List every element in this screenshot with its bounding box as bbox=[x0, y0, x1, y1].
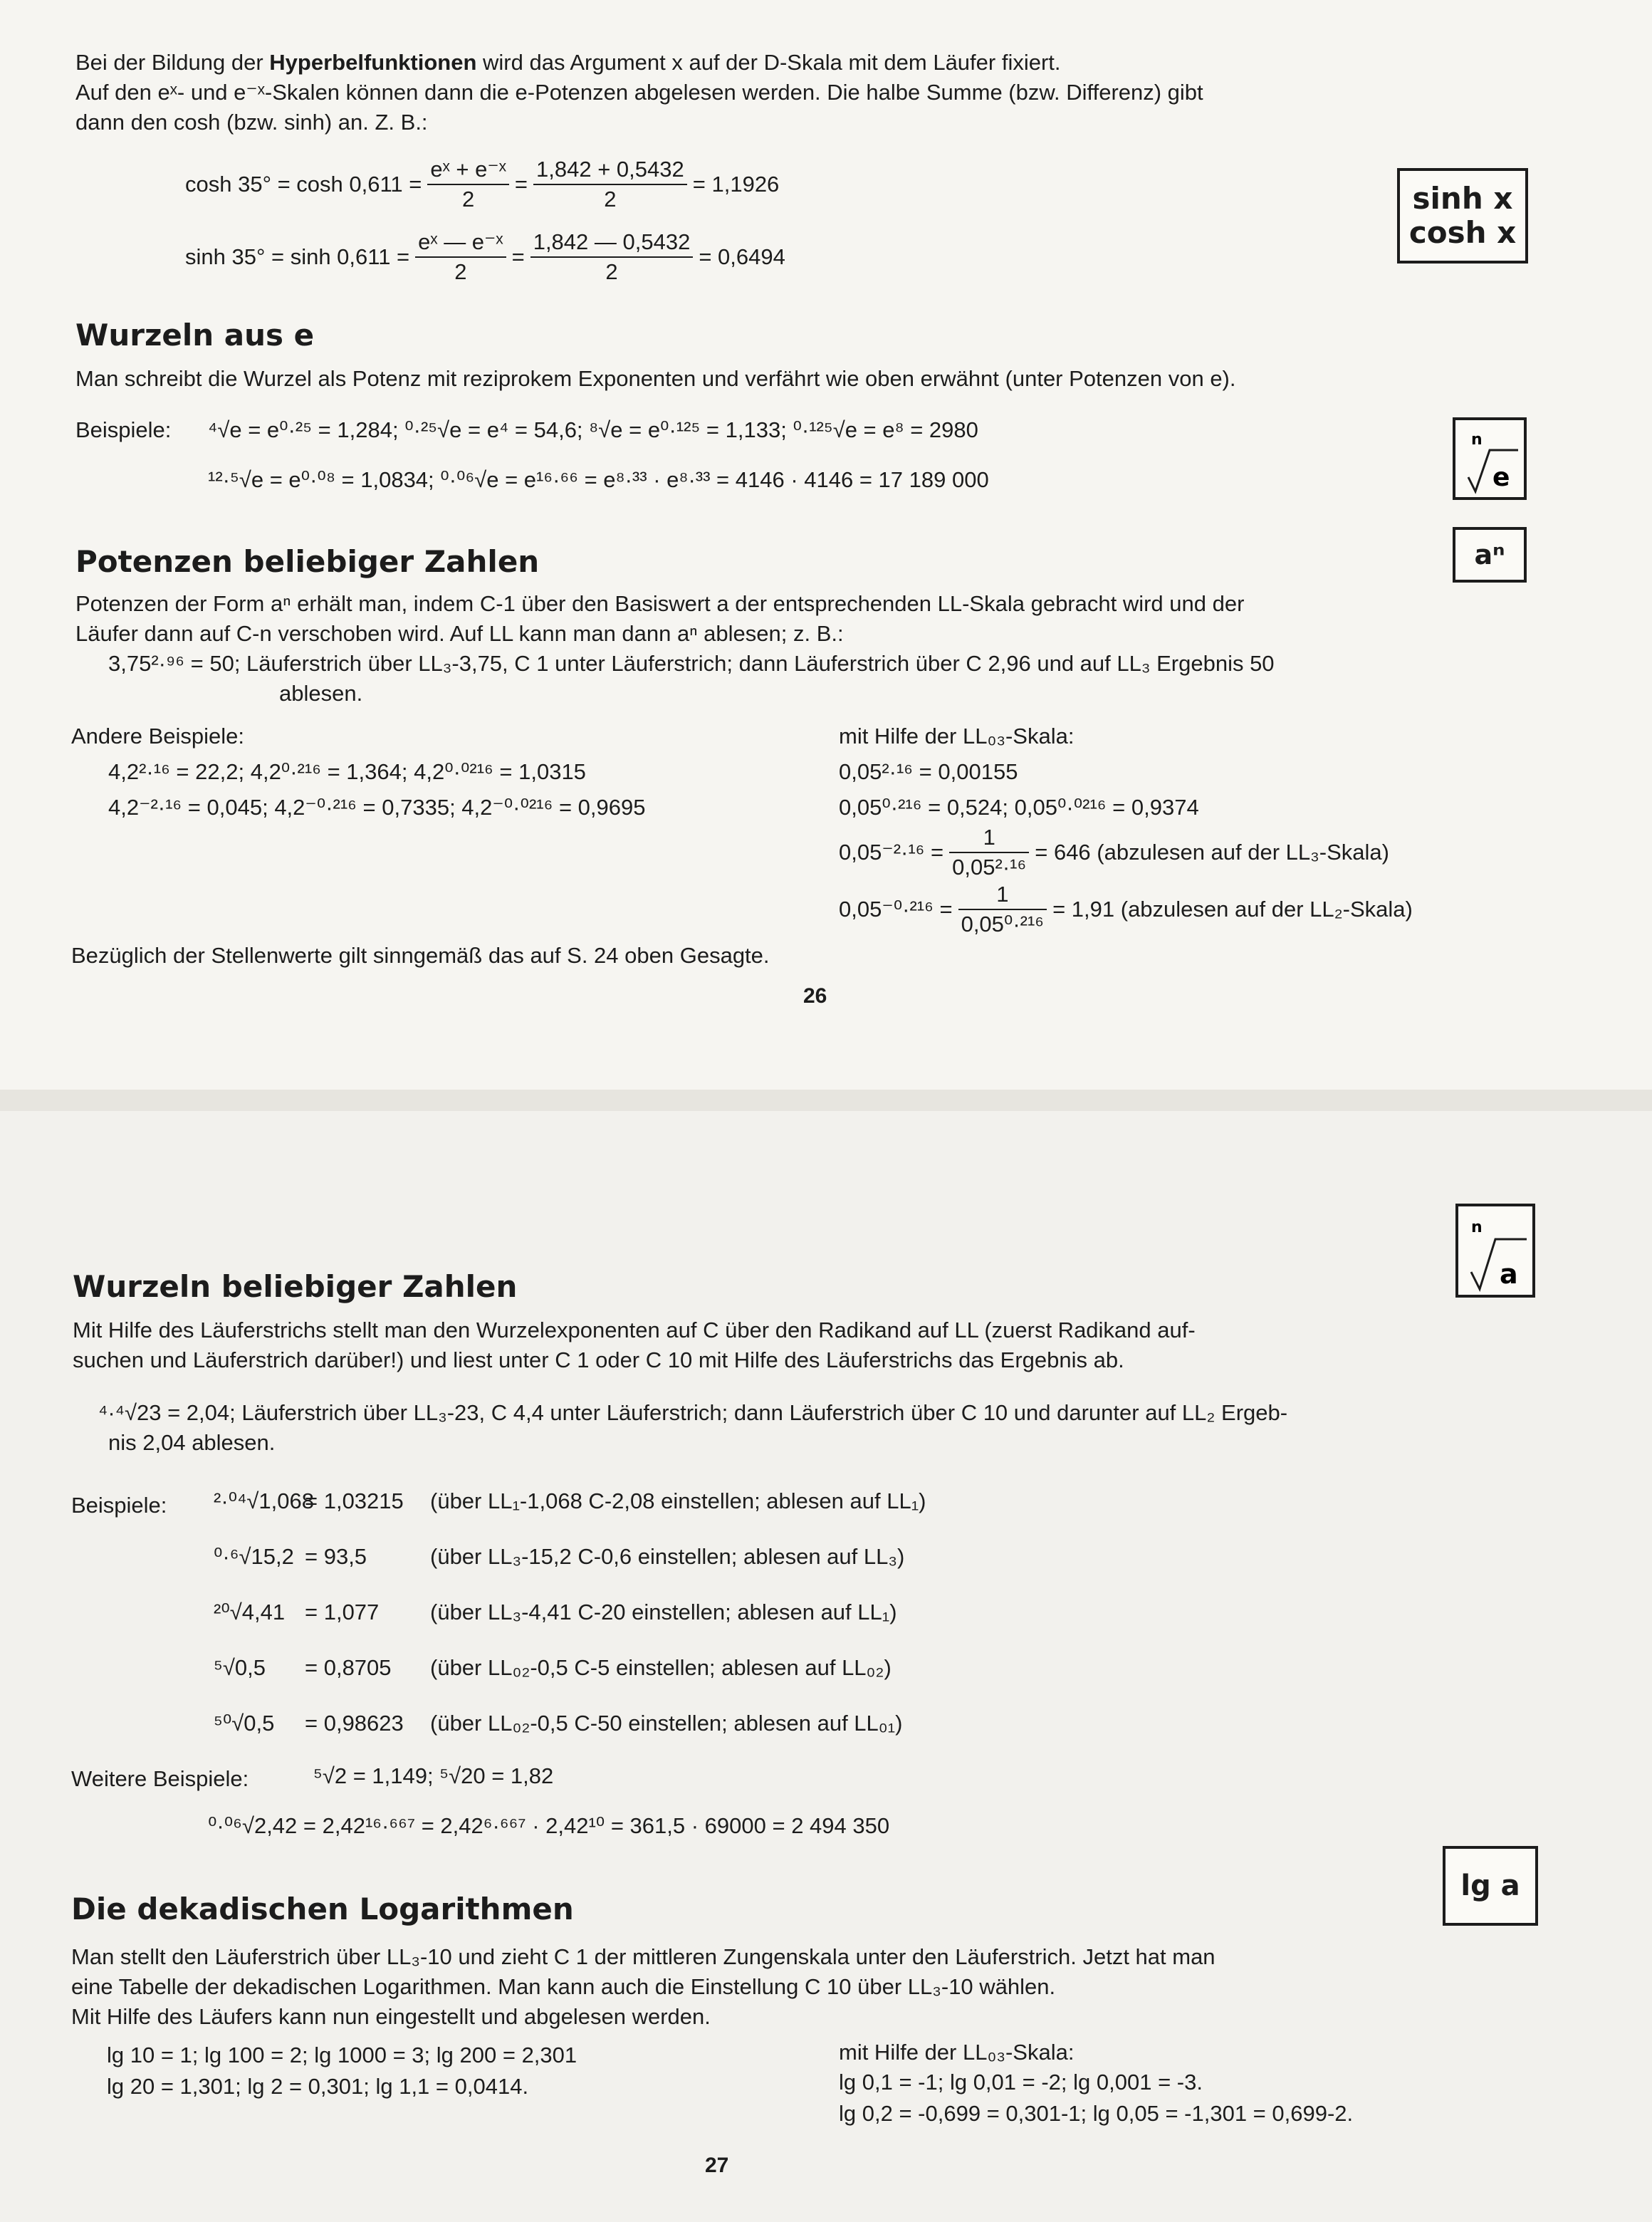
row-value: = 1,077 bbox=[305, 1600, 380, 1624]
fraction-numerator: 1 bbox=[949, 823, 1029, 853]
fraction-numerator: eˣ — e⁻ˣ bbox=[415, 228, 506, 258]
page-gap bbox=[0, 1090, 1652, 1111]
fraction-denominator: 2 bbox=[454, 259, 467, 285]
intro-text: Bei der Bildung der bbox=[75, 50, 263, 75]
log-right-row-2: lg 0,2 = -0,699 = 0,301-1; lg 0,05 = -1,301 = 0,699-2. bbox=[839, 2101, 1354, 2126]
weitere-row-1: ⁵√2 = 1,149; ⁵√20 = 1,82 bbox=[313, 1763, 554, 1788]
sinh-result: = 0,6494 bbox=[699, 244, 785, 270]
row-note: (über LL₃-15,2 C-0,6 einstellen; ablesen auf LL₃) bbox=[430, 1544, 905, 1569]
sinh-lhs: sinh 35° = sinh 0,611 = bbox=[185, 244, 410, 270]
intro-line-2: Auf den eˣ- und e⁻ˣ-Skalen können dann die e-Potenzen abgelesen werden. Die halbe Summe (bzw. Differenz) gibt bbox=[75, 80, 1203, 105]
wurzeln-example-row bbox=[214, 1487, 926, 1516]
mit-4-fraction bbox=[958, 880, 1047, 939]
sinh-equation: sinh 35° = sinh 0,611 = $\frac{\text{eˣ — e⁻ˣ}}{2}$ = $\frac{1,842 — 0,5432}{2}$ = 0,6494 bbox=[185, 228, 785, 287]
nth-root-a-box bbox=[1455, 1204, 1535, 1298]
mit-row-1: 0,05²·¹⁶ = 0,00155 bbox=[839, 759, 1018, 784]
sinh-fraction-1 bbox=[415, 228, 506, 287]
row-root: ⁵√0,5 bbox=[214, 1655, 266, 1680]
cosh-result: = 1,1926 bbox=[692, 172, 780, 197]
wurzeln-text-1: Mit Hilfe des Läuferstrichs stellt man den Wurzelexponenten auf C über den Radikand auf LL (zuerst Radikand auf- bbox=[73, 1318, 1196, 1342]
wurzeln-e-row-2: ¹²·⁵√e = e⁰·⁰⁸ = 1,0834; ⁰·⁰⁶√e = e¹⁶·⁶⁶ = e⁸·³³ · e⁸·³³ = 4146 · 4146 = 17 189 000 bbox=[208, 467, 989, 492]
row-value: = 1,03215 bbox=[305, 1488, 404, 1513]
sinh-fraction-2 bbox=[530, 228, 694, 287]
wurzeln-beispiele-label: Beispiele: bbox=[71, 1493, 167, 1518]
wurzeln-e-text: Man schreibt die Wurzel als Potenz mit reziprokem Exponenten und verfährt wie oben erwähnt (unter Potenzen von e). bbox=[75, 366, 1236, 391]
fraction-numerator: 1,842 — 0,5432 bbox=[530, 228, 694, 258]
cosh-equation: cosh 35° = cosh 0,611 = $\frac{\text{eˣ + e⁻ˣ}}{2}$ = $\frac{1,842 + 0,5432}{2}$ = 1,1926 bbox=[185, 155, 779, 214]
fraction-denominator: 2 bbox=[604, 187, 617, 212]
box-sinh-label: sinh x bbox=[1412, 180, 1513, 216]
box-n-label: n bbox=[1471, 1219, 1483, 1236]
weitere-row-2: ⁰·⁰⁶√2,42 = 2,42¹⁶·⁶⁶⁷ = 2,42⁶·⁶⁶⁷ · 2,42¹⁰ = 361,5 · 69000 = 2 494 350 bbox=[208, 1813, 890, 1838]
cosh-fraction-2 bbox=[533, 155, 687, 214]
fraction-denominator: 2 bbox=[605, 259, 618, 285]
mit-row-2: 0,05⁰·²¹⁶ = 0,524; 0,05⁰·⁰²¹⁶ = 0,9374 bbox=[839, 795, 1199, 820]
page-27 bbox=[0, 1111, 1652, 2222]
power-box: aⁿ bbox=[1453, 527, 1527, 583]
nth-root-e-box bbox=[1453, 417, 1527, 500]
potenzen-example-2: ablesen. bbox=[279, 681, 363, 706]
andere-row-1: 4,2²·¹⁶ = 22,2; 4,2⁰·²¹⁶ = 1,364; 4,2⁰·⁰²¹⁶ = 1,0315 bbox=[108, 759, 586, 784]
heading-potenzen: Potenzen beliebiger Zahlen bbox=[75, 544, 540, 579]
mit-3-lhs: 0,05⁻²·¹⁶ = bbox=[839, 840, 944, 865]
root-symbol-icon bbox=[1455, 420, 1524, 497]
fraction-denominator: 0,05⁰·²¹⁶ bbox=[961, 912, 1045, 937]
log-text-2: eine Tabelle der dekadischen Logarithmen. Man kann auch die Einstellung C 10 über LL₃-10 wählen. bbox=[71, 1974, 1056, 1999]
log-right-row-1: lg 0,1 = -1; lg 0,01 = -2; lg 0,001 = -3. bbox=[839, 2070, 1203, 2095]
heading-dekadische-logarithmen: Die dekadischen Logarithmen bbox=[71, 1892, 574, 1926]
box-n-label: n bbox=[1471, 431, 1483, 449]
row-root: ²·⁰⁴√1,068 bbox=[214, 1488, 314, 1513]
row-value: = 0,8705 bbox=[305, 1655, 392, 1680]
row-note: (über LL₃-4,41 C-20 einstellen; ablesen auf LL₁) bbox=[430, 1600, 897, 1624]
row-root: ⁵⁰√0,5 bbox=[214, 1711, 275, 1736]
mit-row-3 bbox=[839, 823, 1389, 882]
wurzeln-text-2: suchen und Läuferstrich darüber!) und liest unter C 1 oder C 10 mit Hilfe des Läuferstrichs das Ergebnis ab. bbox=[73, 1347, 1124, 1372]
cosh-fraction-1 bbox=[427, 155, 509, 214]
stellenwerte-footer: Bezüglich der Stellenwerte gilt sinngemäß das auf S. 24 oben Gesagte. bbox=[71, 943, 770, 968]
box-e-label: e bbox=[1492, 463, 1510, 492]
fraction-numerator: 1 bbox=[958, 880, 1047, 910]
wurzeln-example-row bbox=[214, 1709, 902, 1738]
intro-line-1 bbox=[75, 48, 1061, 77]
heading-wurzeln-beliebiger-zahlen: Wurzeln beliebiger Zahlen bbox=[73, 1269, 518, 1304]
wurzeln-example-row bbox=[214, 1598, 897, 1627]
intro-text: wird das Argument x auf der D-Skala mit dem Läufer fixiert. bbox=[483, 50, 1061, 75]
mit-3-rhs: = 646 (abzulesen auf der LL₃-Skala) bbox=[1035, 840, 1389, 865]
log-left-row-2: lg 20 = 1,301; lg 2 = 0,301; lg 1,1 = 0,0414. bbox=[107, 2074, 529, 2099]
row-value: = 0,98623 bbox=[305, 1711, 404, 1736]
hyperbel-term: Hyperbelfunktionen bbox=[269, 50, 477, 75]
wurzeln-example-row bbox=[214, 1543, 904, 1571]
row-note: (über LL₀₂-0,5 C-5 einstellen; ablesen auf LL₀₂) bbox=[430, 1655, 892, 1680]
wurzeln-example-2: nis 2,04 ablesen. bbox=[108, 1430, 276, 1455]
cosh-lhs: cosh 35° = cosh 0,611 = bbox=[185, 172, 422, 197]
row-root: ⁰·⁶√15,2 bbox=[214, 1544, 294, 1569]
heading-wurzeln-aus-e: Wurzeln aus e bbox=[75, 318, 315, 353]
mit-hilfe-label: mit Hilfe der LL₀₃-Skala: bbox=[839, 724, 1075, 749]
wurzeln-example-1: ⁴·⁴√23 = 2,04; Läuferstrich über LL₃-23, C 4,4 unter Läuferstrich; dann Läuferstrich über C 10 und darunter auf LL₂ Ergeb- bbox=[98, 1400, 1288, 1425]
fraction-denominator: 0,05²·¹⁶ bbox=[952, 855, 1027, 880]
wurzeln-e-beispiele-label: Beispiele: bbox=[75, 417, 172, 442]
intro-line-3: dann den cosh (bzw. sinh) an. Z. B.: bbox=[75, 110, 428, 135]
page-26 bbox=[0, 0, 1652, 1090]
mit-4-rhs: = 1,91 (abzulesen auf der LL₂-Skala) bbox=[1052, 897, 1413, 922]
box-a-label: a bbox=[1500, 1258, 1518, 1290]
log-left-row-1: lg 10 = 1; lg 100 = 2; lg 1000 = 3; lg 200 = 2,301 bbox=[107, 2043, 577, 2067]
root-symbol-icon bbox=[1458, 1206, 1532, 1295]
row-value: = 93,5 bbox=[305, 1544, 367, 1569]
mit-3-fraction bbox=[949, 823, 1029, 882]
lg-box: lg a bbox=[1443, 1846, 1538, 1926]
page-number-27: 27 bbox=[705, 2154, 729, 2177]
potenzen-text-1: Potenzen der Form aⁿ erhält man, indem C-1 über den Basiswert a der entsprechenden LL-Skala gebracht wird und der bbox=[75, 591, 1245, 616]
andere-beispiele-label: Andere Beispiele: bbox=[71, 724, 244, 749]
potenzen-text-2: Läufer dann auf C-n verschoben wird. Auf LL kann man dann aⁿ ablesen; z. B.: bbox=[75, 621, 844, 646]
andere-row-2: 4,2⁻²·¹⁶ = 0,045; 4,2⁻⁰·²¹⁶ = 0,7335; 4,2⁻⁰·⁰²¹⁶ = 0,9695 bbox=[108, 795, 646, 820]
log-mit-hilfe-label: mit Hilfe der LL₀₃-Skala: bbox=[839, 2040, 1075, 2065]
potenzen-example-1: 3,75²·⁹⁶ = 50; Läuferstrich über LL₃-3,75, C 1 unter Läuferstrich; dann Läuferstrich über C 2,96 und auf LL₃ Ergebnis 50 bbox=[108, 651, 1275, 676]
fraction-numerator: eˣ + e⁻ˣ bbox=[427, 155, 509, 185]
log-text-3: Mit Hilfe des Läufers kann nun eingestellt und abgelesen werden. bbox=[71, 2004, 711, 2029]
log-text-1: Man stellt den Läuferstrich über LL₃-10 und zieht C 1 der mittleren Zungenskala unter den Läuferstrich. Jetzt hat man bbox=[71, 1944, 1216, 1969]
row-note: (über LL₁-1,068 C-2,08 einstellen; ablesen auf LL₁) bbox=[430, 1488, 926, 1513]
mit-4-lhs: 0,05⁻⁰·²¹⁶ = bbox=[839, 897, 953, 922]
page-number-26: 26 bbox=[803, 984, 827, 1008]
row-note: (über LL₀₂-0,5 C-50 einstellen; ablesen auf LL₀₁) bbox=[430, 1711, 903, 1736]
mit-row-4 bbox=[839, 880, 1413, 939]
wurzeln-example-row bbox=[214, 1654, 892, 1682]
weitere-beispiele-label: Weitere Beispiele: bbox=[71, 1766, 249, 1791]
fraction-numerator: 1,842 + 0,5432 bbox=[533, 155, 687, 185]
fraction-denominator: 2 bbox=[462, 187, 475, 212]
wurzeln-e-row-1: ⁴√e = e⁰·²⁵ = 1,284; ⁰·²⁵√e = e⁴ = 54,6; ⁸√e = e⁰·¹²⁵ = 1,133; ⁰·¹²⁵√e = e⁸ = 2980 bbox=[208, 417, 978, 442]
box-cosh-label: cosh x bbox=[1408, 215, 1517, 250]
row-root: ²⁰√4,41 bbox=[214, 1600, 286, 1624]
sinh-cosh-box bbox=[1397, 168, 1528, 264]
